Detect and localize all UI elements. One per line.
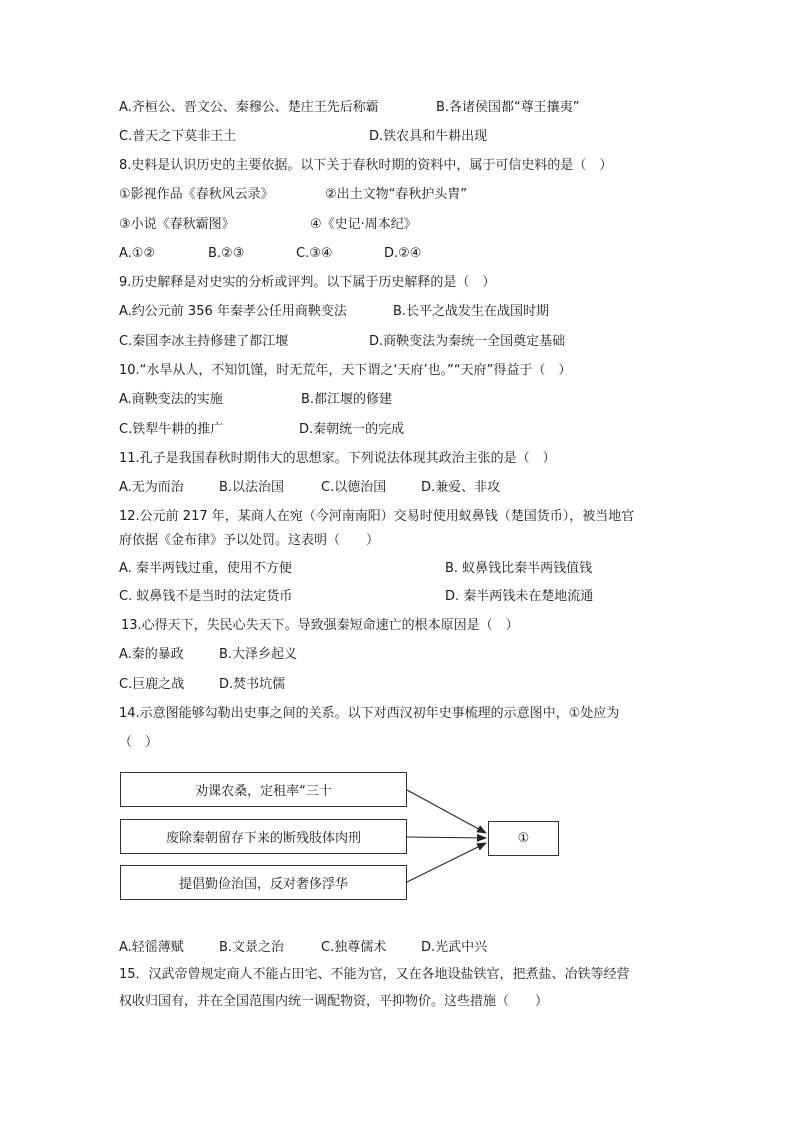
q12-option-d: D. 秦半两钱未在楚地流通 [445,589,594,604]
q12-option-c: C. 蚁鼻钱不是当时的法定货币 [119,589,293,604]
q11-option-c: C.以德治国 [321,480,387,495]
arrow-1 [407,790,486,833]
q11-option-a: A.无为而治 [119,480,184,495]
q11-option-d: D.兼爱、非攻 [421,480,501,495]
q8-item-2: ②出土文物“春秋护头胄” [325,187,468,202]
q14-option-c: C.独尊儒术 [321,940,387,955]
q7-option-c: C.普天之下莫非王土 [119,129,237,144]
q12-option-b: B. 蚁鼻钱比秦半两钱值钱 [445,561,593,576]
arrow-3 [407,843,486,882]
q15-stem-line-1: 15．汉武帝曾规定商人不能占田宅、不能为官，又在各地设盐铁官，把煮盐、冶铁等经营 [119,967,630,982]
diagram-box-2-text: 废除秦朝留存下来的断残肢体肉刑 [165,831,361,846]
q8-option-a: A.①② [119,246,156,261]
q13-option-a: A.秦的暴政 [119,647,184,662]
q9-stem: 9.历史解释是对史实的分析或评判。以下属于历史解释的是（ ） [119,275,496,290]
q8-option-d: D.②④ [384,246,422,261]
q14-option-d: D.光武中兴 [421,940,488,955]
q11-option-b: B.以法治国 [219,480,285,495]
q12-stem-line-1: 12.公元前 217 年，某商人在宛（今河南南阳）交易时使用蚁鼻钱（楚国货币），被当地官 [119,509,635,524]
q9-option-a: A.约公元前 356 年秦孝公任用商鞅变法 [119,304,347,319]
q13-option-c: C.巨鹿之战 [119,677,185,692]
q14-stem-line-1: 14.示意图能够勾勒出史事之间的关系。以下对西汉初年史事梳理的示意图中，①处应为 [119,706,620,721]
q13-stem: 13.心得天下，失民心失天下。导致强秦短命速亡的根本原因是（ ） [121,618,519,633]
q7-option-a: A.齐桓公、晋文公、秦穆公、楚庄王先后称霸 [119,100,379,115]
diagram-target-text: ① [517,831,530,846]
q11-stem: 11.孔子是我国春秋时期伟大的思想家。下列说法体现其政治主张的是（ ） [119,451,556,466]
q10-option-d: D.秦朝统一的完成 [299,422,405,437]
q7-option-d: D.铁农具和牛耕出现 [369,129,488,144]
q13-option-b: B.大泽乡起义 [219,647,298,662]
q8-item-4: ④《史记·周本纪》 [310,217,417,232]
q9-option-c: C.秦国李冰主持修建了都江堰 [119,334,289,349]
q10-option-b: B.都江堰的修建 [301,392,393,407]
q8-item-3: ③小说《春秋霸图》 [119,217,235,232]
q14-stem-line-2: （ ） [119,735,159,750]
q13-option-d: D.焚书坑儒 [219,677,286,692]
q14-option-b: B.文景之治 [219,940,285,955]
q10-stem: 10.“水旱从人，不知饥馑，时无荒年，天下谓之‘天府’也。”“天府”得益于（ ） [119,363,572,378]
q15-stem-line-2: 权收归国有，并在全国范围内统一调配物资，平抑物价。这些措施（ ） [119,994,549,1009]
diagram-box-3-text: 提倡勤俭治国，反对奢侈浮华 [178,877,348,892]
q10-option-c: C.铁犁牛耕的推广 [119,422,224,437]
q8-stem: 8.史料是认识历史的主要依据。以下关于春秋时期的资料中，属于可信史料的是（ ） [119,158,613,173]
q10-option-a: A.商鞅变法的实施 [119,392,223,407]
q7-option-b: B.各诸侯国都“尊王攘夷” [436,100,580,115]
diagram-box-1-text: 劝课农桑，定租率“三十 [195,784,332,799]
q8-option-c: C.③④ [296,246,333,261]
q9-option-d: D.商鞅变法为秦统一全国奠定基础 [369,334,566,349]
q8-option-b: B.②③ [208,246,245,261]
q14-option-a: A.轻徭薄赋 [119,940,184,955]
arrow-2 [407,837,486,838]
q8-item-1: ①影视作品《春秋风云录》 [119,187,274,202]
q9-option-b: B.长平之战发生在战国时期 [393,304,550,319]
q12-stem-line-2: 府依据《金布律》予以处罚。这表明（ ） [119,533,380,548]
q12-option-a: A. 秦半两钱过重，使用不方便 [119,561,292,576]
